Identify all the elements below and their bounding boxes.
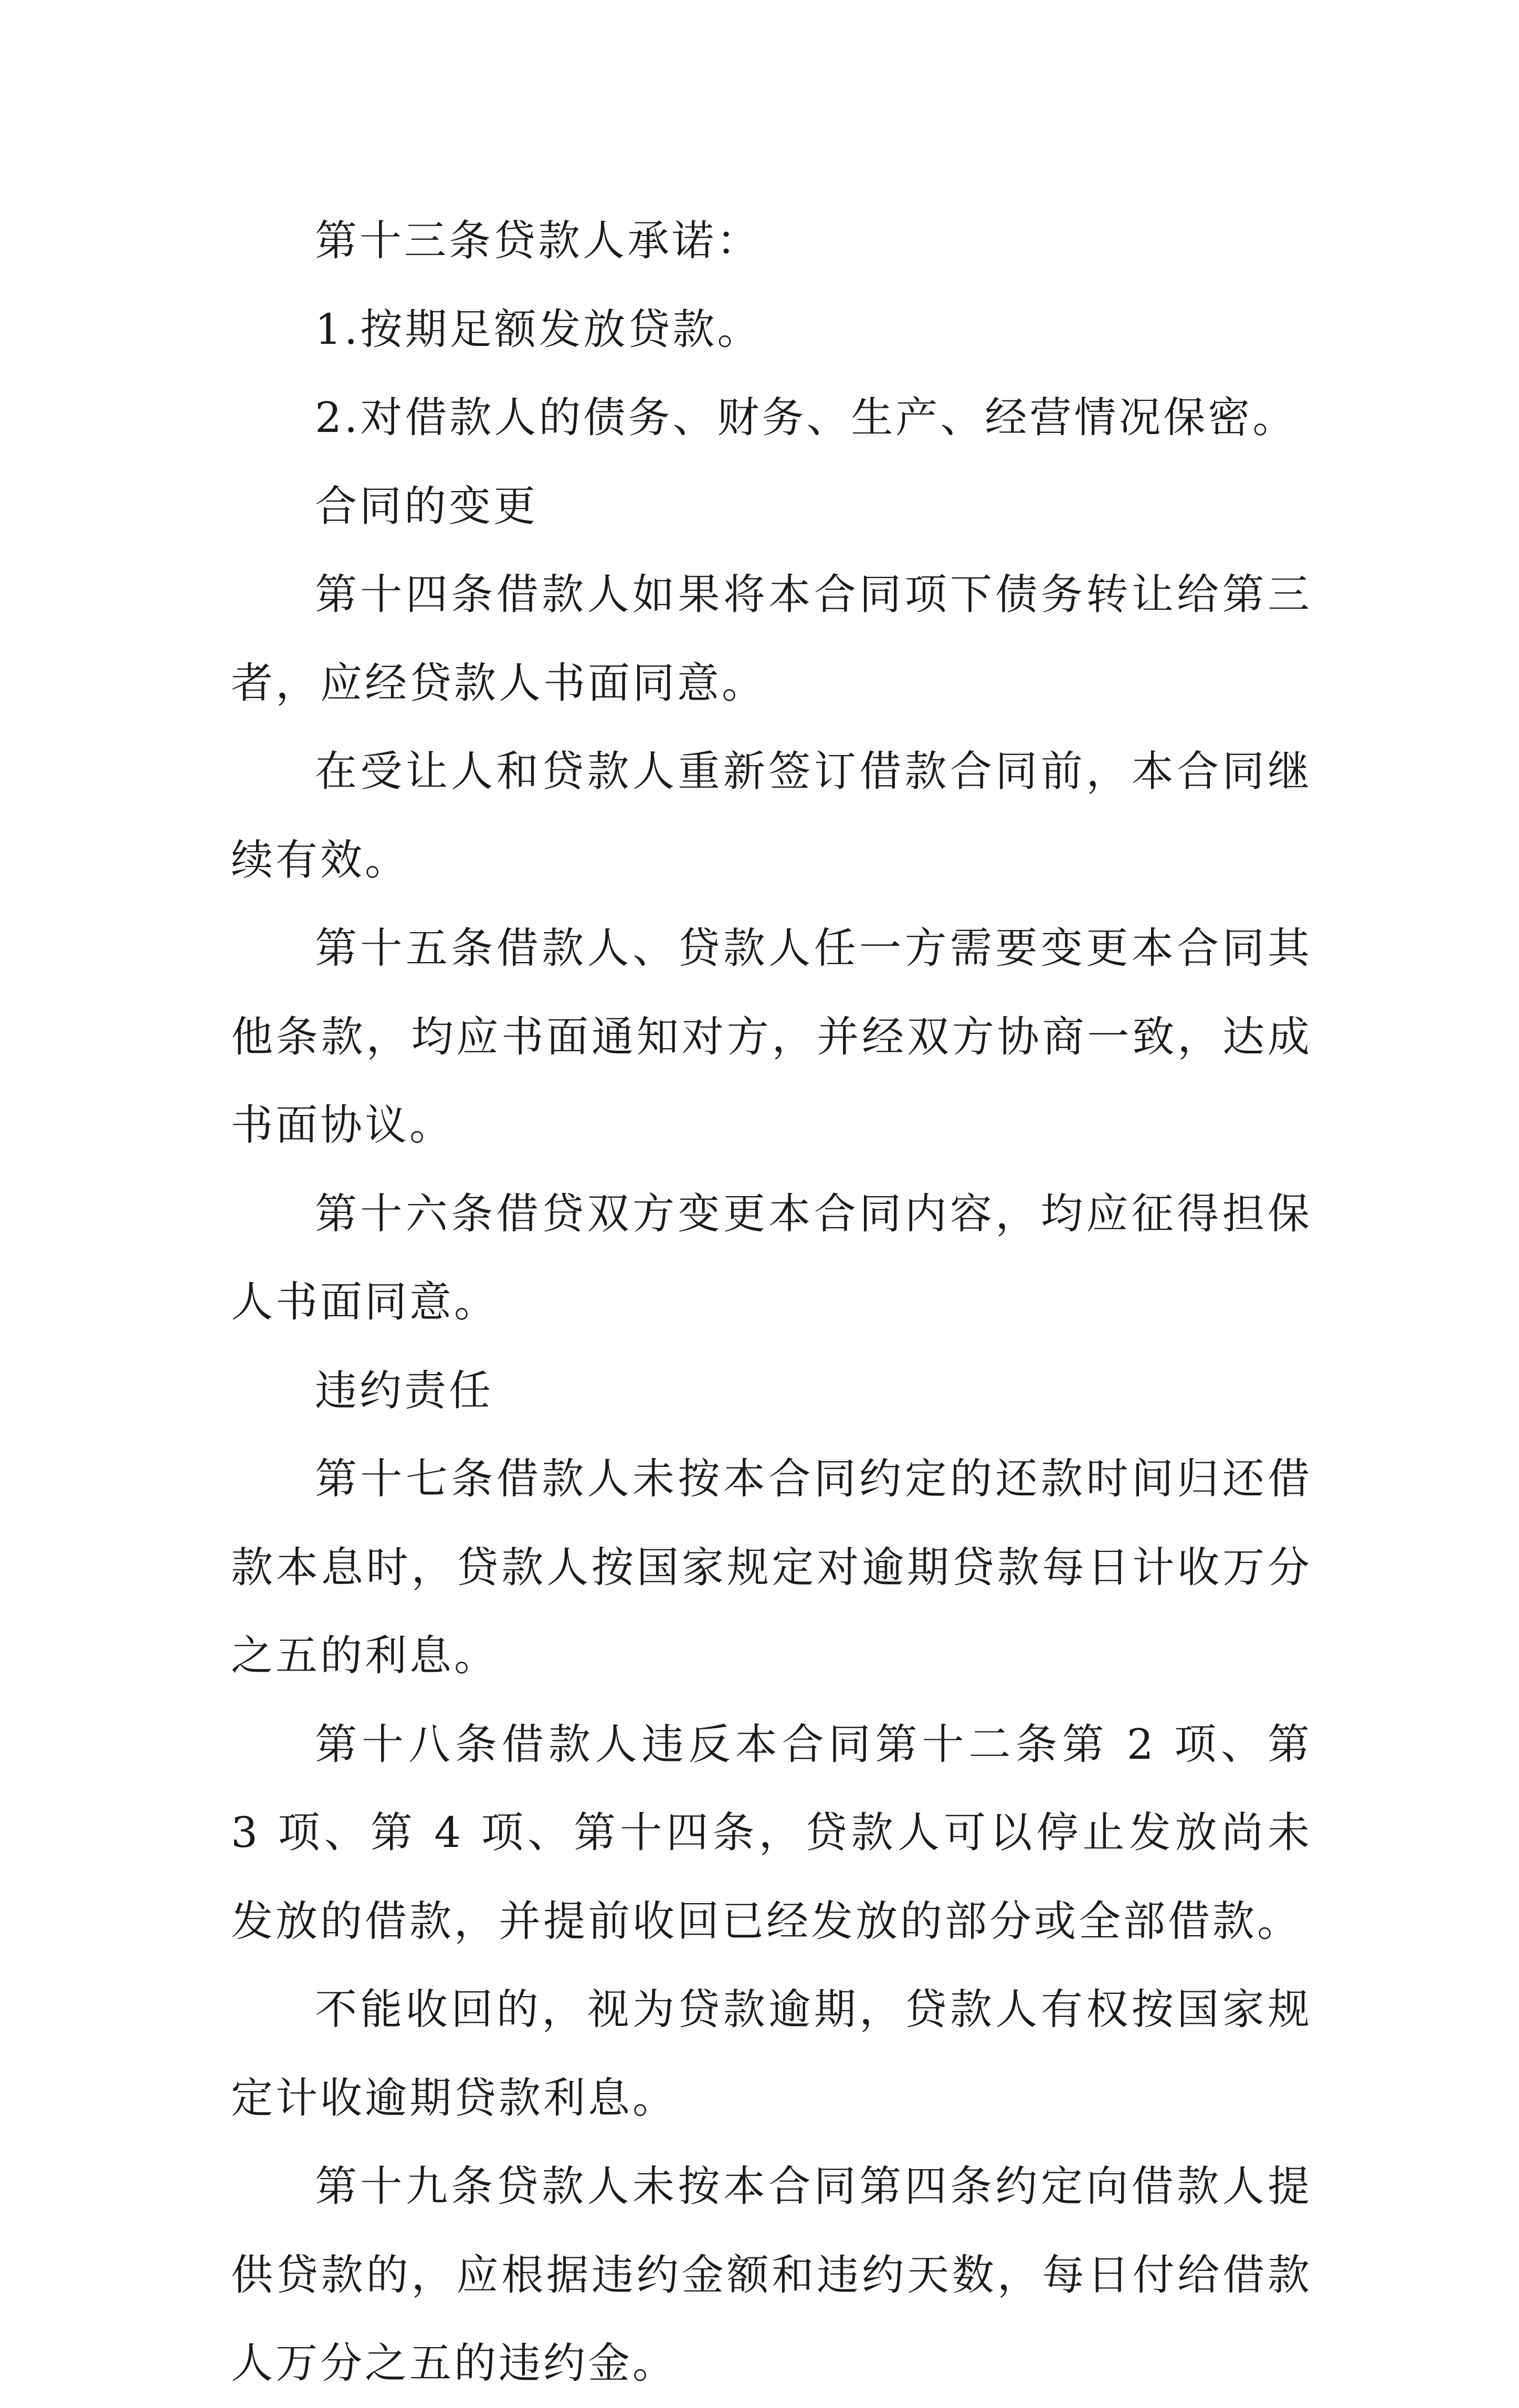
section-heading-liability: 违约责任 [315, 1366, 493, 1415]
article-14: 第十四条借款人如果将本合同项下债务转让给第三者，应经贷款人书面同意。 [231, 570, 1312, 707]
article-13-item-1: 1.按期足额发放贷款。 [315, 304, 762, 354]
article-13-heading: 第十三条贷款人承诺： [315, 216, 761, 265]
article-13-item-2: 2.对借款人的债务、财务、生产、经营情况保密。 [315, 393, 1298, 442]
article-18-continuation: 不能收回的，视为贷款逾期，贷款人有权按国家规定计收逾期贷款利息。 [231, 1985, 1312, 2122]
article-19: 第十九条贷款人未按本合同第四条约定向借款人提供贷款的，应根据违约金额和违约天数，每日付给借款人万分之五的违约金。 [231, 2162, 1312, 2388]
article-14-continuation: 在受让人和贷款人重新签订借款合同前，本合同继续有效。 [231, 747, 1312, 884]
article-18: 第十八条借款人违反本合同第十二条第 2 项、第 3 项、第 4 项、第十四条，贷款人可以停止发放尚未发放的借款，并提前收回已经发放的部分或全部借款。 [231, 1719, 1312, 1946]
article-16: 第十六条借贷双方变更本合同内容，均应征得担保人书面同意。 [231, 1189, 1312, 1326]
section-heading-contract-changes: 合同的变更 [315, 481, 538, 531]
article-17: 第十七条借款人未按本合同约定的还款时间归还借款本息时，贷款人按国家规定对逾期贷款每日计收万分之五的利息。 [231, 1454, 1312, 1680]
article-15: 第十五条借款人、贷款人任一方需要变更本合同其他条款，均应书面通知对方，并经双方协商一致，达成书面协议。 [231, 924, 1312, 1149]
document-body [231, 197, 1312, 2408]
